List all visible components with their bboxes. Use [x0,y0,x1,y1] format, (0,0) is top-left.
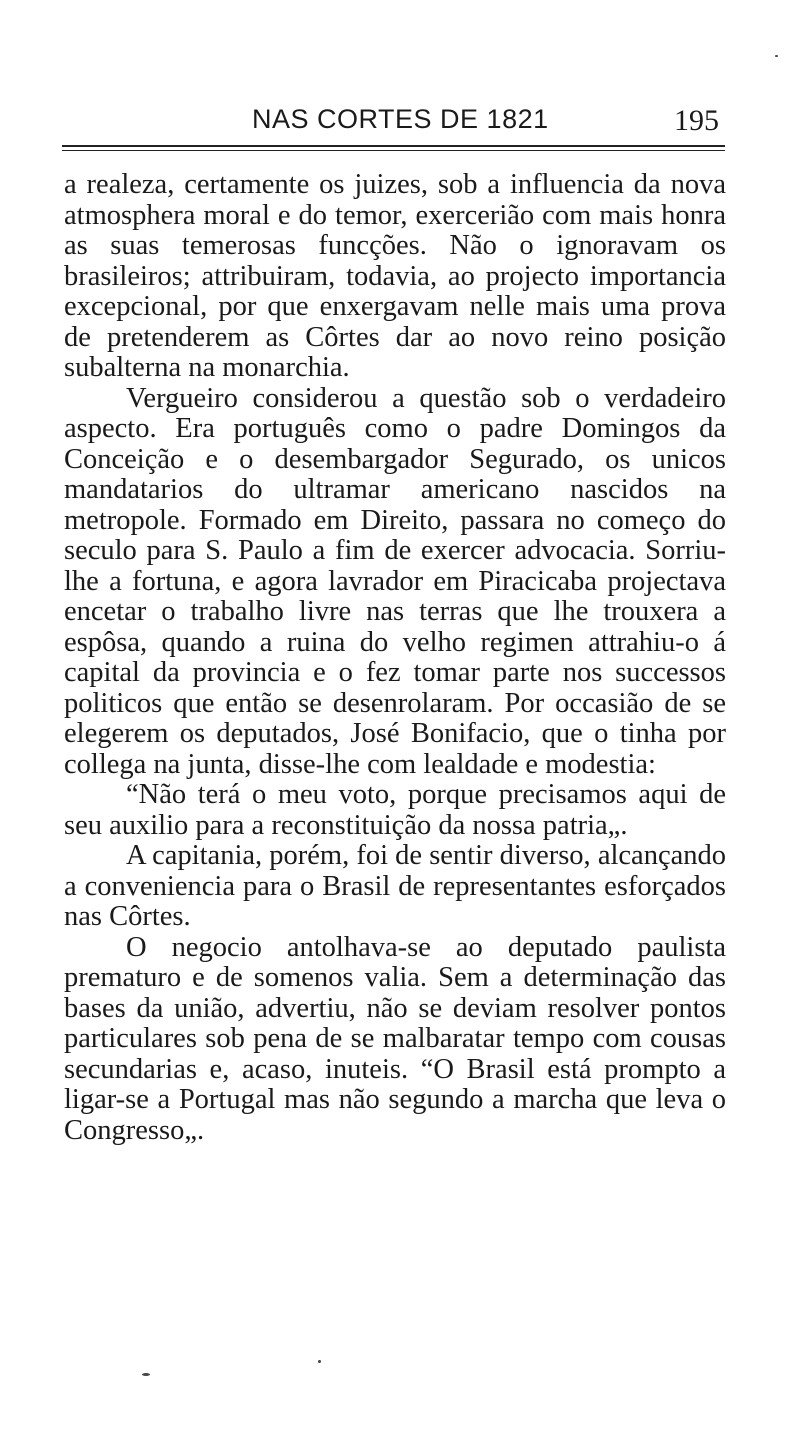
paragraph: A capitania, porém, foi de sentir diverso, alcançando a conveniencia para o Brasil de representantes esforçados nas Côrtes. [64,840,726,932]
page-header [62,100,725,140]
print-speck [775,55,778,57]
header-rule [62,145,725,147]
paragraph: O negocio antolhava-se ao deputado paulista prematuro e de somenos valia. Sem a determinação das bases da união, advertiu, não se deviam resolver pontos particulares sob pena de se malbaratar tempo com cousas secundarias e, acaso, inuteis. “O Brasil está prompto a ligar-se a Portugal mas não segundo a marcha que leva o Congresso„. [64,931,726,1146]
print-speck [142,1373,150,1376]
running-title: NAS CORTES DE 1821 [252,104,549,134]
print-speck [318,1360,321,1363]
paragraph: a realeza, certamente os juizes, sob a influencia da nova atmosphera moral e do temor, exercerião com mais honra as suas temerosas funcções. Não o ignoravam os brasileiros; attribuiram, todavia, ao projecto importancia excepcional, por que enxergavam nelle mais uma prova de pretenderem as Côrtes dar ao novo reino posição subalterna na monarchia. [64,169,726,383]
header-rule-thin [62,150,725,151]
page-number: 195 [674,104,719,137]
quote-paragraph: “Não terá o meu voto, porque precisamos aqui de seu auxilio para a reconstituição da nossa patria„. [64,779,726,841]
body-text [64,170,726,1146]
paragraph: Vergueiro considerou a questão sob o verdadeiro aspecto. Era português como o padre Domingos da Conceição e o desembargador Segurado, os unicos mandatarios do ultramar americano nascidos na metropole. Formado em Direito, passara no começo do seculo para S. Paulo a fim de exercer advocacia. Sorriu-lhe a fortuna, e agora lavrador em Piracicaba projectava encetar o trabalho livre nas terras que lhe trouxera a espôsa, quando a ruina do velho regimen attrahiu-o á capital da provincia e o fez tomar parte nos successos politicos que então se desenrolaram. Por occasião de se elegerem os deputados, José Bonifacio, que o tinha por collega na junta, disse-lhe com lealdade e modestia: [64,382,726,780]
